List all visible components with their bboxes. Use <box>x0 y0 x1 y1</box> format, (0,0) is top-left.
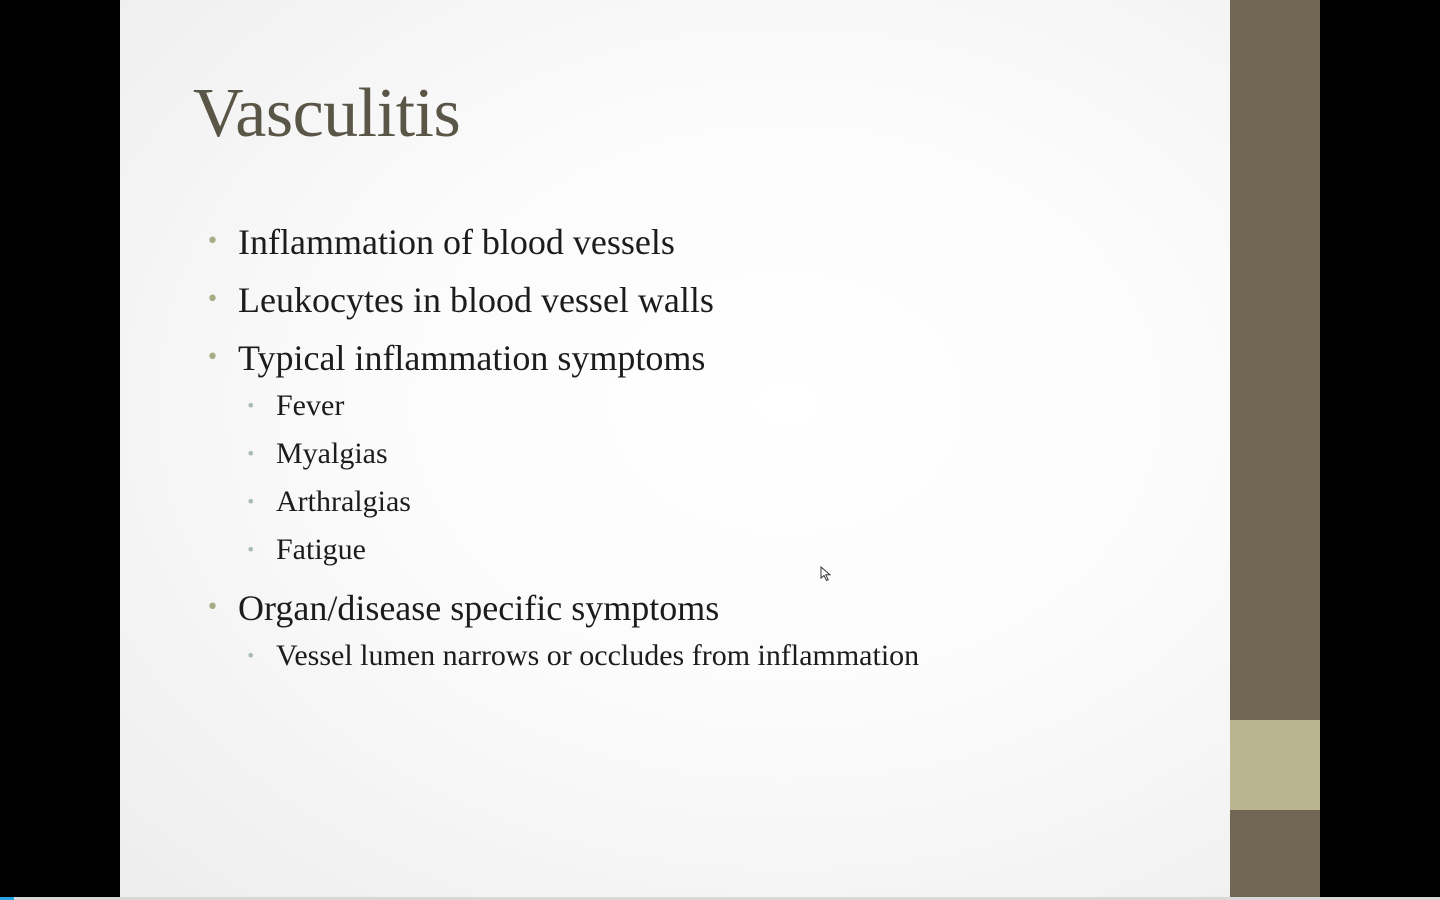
sub-bullet-icon: • <box>246 646 256 665</box>
slide-title: Vasculitis <box>193 75 461 152</box>
bullet-text: Typical inflammation symptoms <box>238 338 706 378</box>
sub-bullet-item <box>246 482 1206 530</box>
presentation-slide <box>120 0 1230 898</box>
sub-bullet-icon: • <box>246 540 256 559</box>
sub-bullet-item <box>246 636 1206 684</box>
bullet-list <box>206 218 1206 684</box>
bullet-item <box>206 334 1206 386</box>
bullet-icon: • <box>206 287 219 312</box>
bullet-icon: • <box>206 595 219 620</box>
mouse-pointer-icon <box>820 566 832 582</box>
sub-bullet-icon: • <box>246 396 256 415</box>
bullet-text: Organ/disease specific symptoms <box>238 588 720 628</box>
bullet-item <box>206 584 1206 636</box>
sub-bullet-icon: • <box>246 492 256 511</box>
bullet-text: Leukocytes in blood vessel walls <box>238 280 714 320</box>
sub-bullet-icon: • <box>246 444 256 463</box>
bullet-icon: • <box>206 229 219 254</box>
sub-bullet-text: Fever <box>276 389 345 422</box>
slide-decorative-sidebar <box>1230 0 1320 898</box>
sub-bullet-item <box>246 434 1206 482</box>
sub-bullet-text: Vessel lumen narrows or occludes from inflammation <box>276 639 920 672</box>
bullet-text: Inflammation of blood vessels <box>238 222 675 262</box>
bullet-icon: • <box>206 345 219 370</box>
sub-bullet-text: Fatigue <box>276 533 366 566</box>
bullet-item <box>206 218 1206 276</box>
sub-bullet-item <box>246 386 1206 434</box>
sub-bullet-text: Arthralgias <box>276 485 411 518</box>
sidebar-accent-block <box>1230 720 1320 810</box>
bullet-item <box>206 276 1206 334</box>
sub-bullet-text: Myalgias <box>276 437 388 470</box>
sub-bullet-item <box>246 530 1206 578</box>
